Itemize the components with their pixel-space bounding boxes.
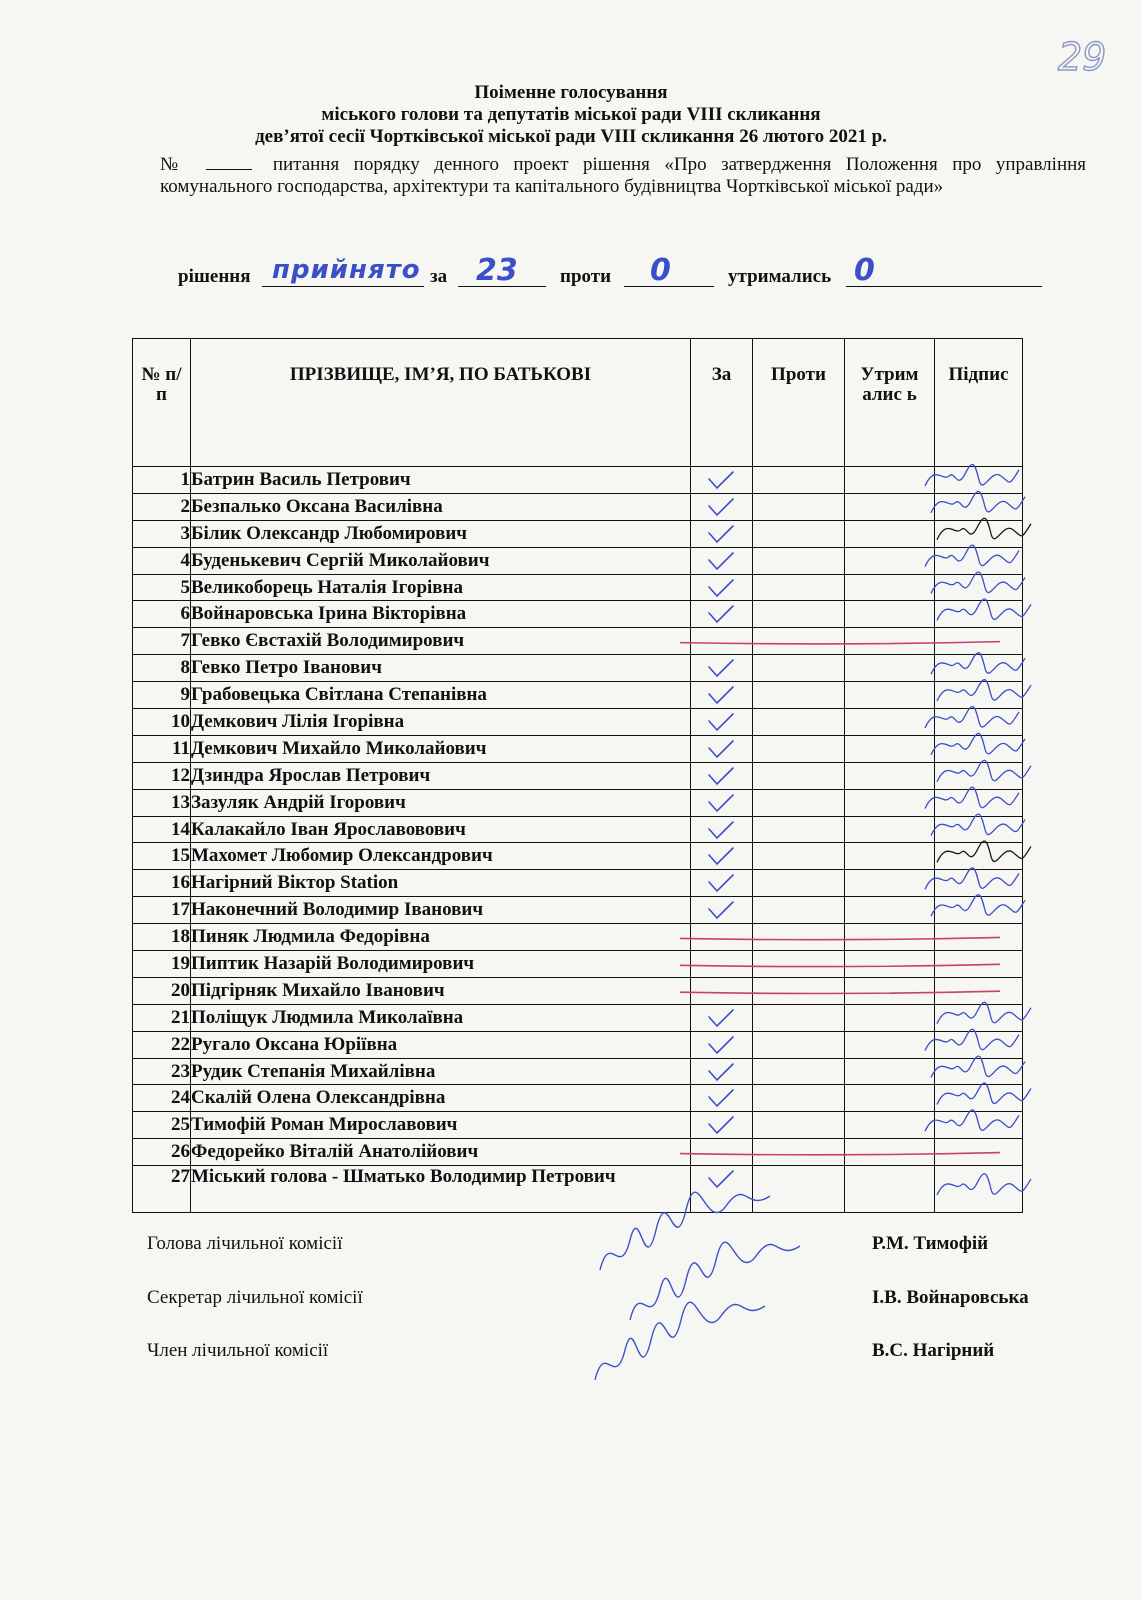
header-abstained: Утрималис ь [845,339,935,467]
table-row [133,601,1023,628]
row-number: 1 [133,467,191,494]
table-row [133,951,1023,978]
row-number: 10 [133,709,191,736]
vote-abstained-cell [845,493,935,520]
row-number: 12 [133,762,191,789]
vote-for-cell [691,789,753,816]
vote-against-cell [753,735,845,762]
row-number: 18 [133,924,191,951]
checkmark-icon [706,900,736,922]
member-name: Безпалько Оксана Василівна [191,493,691,520]
member-name: Демкович Михайло Миколайович [191,735,691,762]
document-title: Поіменне голосування [474,82,668,103]
commission-signature [630,1242,800,1320]
row-number: 5 [133,574,191,601]
table-row [133,1139,1023,1166]
row-number: 9 [133,682,191,709]
row-number: 25 [133,1112,191,1139]
vote-abstained-cell [845,1031,935,1058]
commission-role: Голова лічильної комісії [147,1233,343,1254]
table-row [133,897,1023,924]
table-row [133,1058,1023,1085]
signature-cell [935,655,1023,682]
vote-abstained-cell [845,816,935,843]
abstained-handwritten-value [848,248,898,288]
vote-abstained-cell [845,574,935,601]
member-name: Батрин Василь Петрович [191,467,691,494]
checkmark-icon [706,604,736,626]
member-name: Наконечний Володимир Іванович [191,897,691,924]
signature-cell [935,1004,1023,1031]
vote-against-cell [753,601,845,628]
vote-against-cell [753,1139,845,1166]
signature-cell [935,574,1023,601]
vote-against-cell [753,1004,845,1031]
row-number: 21 [133,1004,191,1031]
vote-against-cell [753,1112,845,1139]
vote-against-cell [753,574,845,601]
member-name: Дзиндра Ярослав Петрович [191,762,691,789]
svg-text:0: 0 [650,253,671,288]
signature-cell [935,977,1023,1004]
row-number: 20 [133,977,191,1004]
vote-abstained-cell [845,1166,935,1213]
vote-for-cell [691,951,753,978]
decision-label: рішення [178,266,251,287]
vote-abstained-cell [845,1085,935,1112]
checkmark-icon [706,793,736,815]
signature-cell [935,951,1023,978]
row-number: 11 [133,735,191,762]
signature-cell [935,682,1023,709]
commission-role: Член лічильної комісії [147,1340,329,1361]
header-name: ПРІЗВИЩЕ, ІМ’Я, ПО БАТЬКОВІ [191,339,691,467]
signature-cell [935,762,1023,789]
row-number: 19 [133,951,191,978]
member-name: Пиптик Назарій Володимирович [191,951,691,978]
vote-for-cell [691,843,753,870]
member-name: Буденькевич Сергій Миколайович [191,547,691,574]
member-name: Білик Олександр Любомирович [191,520,691,547]
handwritten-page-number [1056,32,1116,82]
member-name: Гевко Петро Іванович [191,655,691,682]
vote-against-cell [753,493,845,520]
checkmark-icon [706,1035,736,1057]
checkmark-icon [706,658,736,680]
member-name: Демкович Лілія Ігорівна [191,709,691,736]
checkmark-icon [706,551,736,573]
table-row [133,816,1023,843]
checkmark-icon [706,524,736,546]
checkmark-icon [706,1062,736,1084]
vote-against-cell [753,520,845,547]
vote-against-cell [753,547,845,574]
row-number: 14 [133,816,191,843]
row-number: 16 [133,870,191,897]
checkmark-icon [706,873,736,895]
member-name: Махомет Любомир Олександрович [191,843,691,870]
svg-text:29: 29 [1058,35,1107,79]
against-handwritten-value [644,248,694,288]
vote-abstained-cell [845,789,935,816]
vote-against-cell [753,682,845,709]
vote-against-cell [753,977,845,1004]
signature-cell [935,601,1023,628]
vote-abstained-cell [845,655,935,682]
checkmark-icon [706,712,736,734]
svg-text:прийнято: прийнято [272,255,421,285]
table-row [133,682,1023,709]
for-handwritten-value [470,248,540,288]
table-row [133,870,1023,897]
vote-abstained-cell [845,977,935,1004]
row-number: 4 [133,547,191,574]
signature-cell [935,1058,1023,1085]
commission-signature [595,1302,765,1380]
table-row [133,977,1023,1004]
table-row [133,574,1023,601]
vote-for-cell [691,1139,753,1166]
vote-against-cell [753,628,845,655]
vote-against-cell [753,467,845,494]
vote-for-cell [691,1058,753,1085]
checkmark-icon [706,846,736,868]
signature-cell [935,1139,1023,1166]
member-name: Ругало Оксана Юріївна [191,1031,691,1058]
signature-cell [935,493,1023,520]
vote-result-line [178,253,1078,292]
vote-abstained-cell [845,735,935,762]
vote-abstained-cell [845,762,935,789]
row-number: 15 [133,843,191,870]
vote-against-cell [753,1085,845,1112]
vote-for-cell [691,897,753,924]
vote-for-cell [691,520,753,547]
signature-cell [935,816,1023,843]
vote-against-cell [753,897,845,924]
signature-cell [935,1085,1023,1112]
table-row [133,762,1023,789]
header-signature: Підпис [935,339,1023,467]
against-label: проти [560,266,612,287]
table-row [133,1004,1023,1031]
row-number: 8 [133,655,191,682]
vote-for-cell [691,816,753,843]
checkmark-icon [706,739,736,761]
signature-cell [935,520,1023,547]
vote-for-cell [691,1004,753,1031]
vote-abstained-cell [845,1112,935,1139]
member-name: Міський голова - Шматько Володимир Петрович [191,1166,691,1213]
row-number: 22 [133,1031,191,1058]
vote-for-cell [691,1085,753,1112]
svg-text:23: 23 [476,253,518,288]
signature-cell [935,924,1023,951]
row-number: 13 [133,789,191,816]
signature-cell [935,789,1023,816]
header-against: Проти [753,339,845,467]
vote-for-cell [691,628,753,655]
checkmark-icon [706,470,736,492]
header-for: За [691,339,753,467]
vote-for-cell [691,547,753,574]
signature-cell [935,547,1023,574]
vote-abstained-cell [845,924,935,951]
checkmark-icon [706,820,736,842]
table-row [133,1085,1023,1112]
commission-person: Р.М. Тимофій [872,1233,989,1254]
member-name: Федорейко Віталій Анатолійович [191,1139,691,1166]
vote-for-cell [691,493,753,520]
vote-against-cell [753,1031,845,1058]
vote-against-cell [753,789,845,816]
vote-abstained-cell [845,547,935,574]
signature-cell [935,735,1023,762]
member-name: Поліщук Людмила Миколаївна [191,1004,691,1031]
checkmark-icon [706,1115,736,1137]
checkmark-icon [706,1088,736,1110]
member-name: Войнаровська Ірина Вікторівна [191,601,691,628]
member-name: Гевко Євстахій Володимирович [191,628,691,655]
agenda-number-label: № [160,154,188,175]
document-subtitle-session: дев’ятої сесії Чортківської міської ради VIII скликання 26 лютого 2021 р. [255,126,887,147]
vote-for-cell [691,735,753,762]
table-row [133,467,1023,494]
vote-abstained-cell [845,709,935,736]
vote-abstained-cell [845,1139,935,1166]
signature-cell [935,709,1023,736]
document-header [0,82,1142,148]
commission-person: І.В. Войнаровська [872,1287,1029,1308]
table-row [133,655,1023,682]
vote-against-cell [753,1166,845,1213]
agenda-number-blank [206,155,252,170]
agenda-text: питання порядку денного проект рішення «Про затвердження Положення про управління комунального господарства, архітектури та капітального будівництва Чортківської міської ради» [160,154,1087,197]
for-label: за [430,266,448,287]
signature-cell [935,1031,1023,1058]
signature-cell [935,467,1023,494]
checkmark-icon [706,1169,736,1191]
row-number: 17 [133,897,191,924]
vote-against-cell [753,924,845,951]
table-row [133,1031,1023,1058]
commission-person: В.С. Нагірний [872,1340,995,1361]
document-subtitle-deputies: міського голови та депутатів міської ради VIII скликання [321,104,821,125]
checkmark-icon [706,497,736,519]
vote-abstained-cell [845,1004,935,1031]
vote-abstained-cell [845,870,935,897]
row-number: 7 [133,628,191,655]
table-header-row [133,339,1023,467]
table-row [133,735,1023,762]
table-row [133,1166,1023,1213]
vote-for-cell [691,870,753,897]
signature-cell [935,870,1023,897]
vote-abstained-cell [845,1058,935,1085]
vote-for-cell [691,601,753,628]
vote-for-cell [691,574,753,601]
vote-against-cell [753,1058,845,1085]
member-name: Великоборець Наталія Ігорівна [191,574,691,601]
row-number: 24 [133,1085,191,1112]
table-row [133,843,1023,870]
signature-cell [935,1112,1023,1139]
vote-against-cell [753,843,845,870]
table-row [133,789,1023,816]
checkmark-icon [706,766,736,788]
vote-for-cell [691,977,753,1004]
table-row [133,547,1023,574]
vote-abstained-cell [845,601,935,628]
member-name: Рудик Степанія Михайлівна [191,1058,691,1085]
vote-abstained-cell [845,843,935,870]
member-name: Нагірний Віктор Station [191,870,691,897]
checkmark-icon [706,1008,736,1030]
vote-abstained-cell [845,520,935,547]
vote-against-cell [753,951,845,978]
vote-against-cell [753,816,845,843]
decision-handwritten-value [268,250,428,292]
table-row [133,628,1023,655]
member-name: Підгірняк Михайло Іванович [191,977,691,1004]
vote-abstained-cell [845,628,935,655]
vote-for-cell [691,1112,753,1139]
table-row [133,1112,1023,1139]
vote-against-cell [753,870,845,897]
row-number: 3 [133,520,191,547]
vote-for-cell [691,467,753,494]
signature-cell [935,897,1023,924]
vote-for-cell [691,682,753,709]
vote-for-cell [691,924,753,951]
vote-for-cell [691,709,753,736]
row-number: 6 [133,601,191,628]
table-row [133,924,1023,951]
checkmark-icon [706,578,736,600]
member-name: Тимофій Роман Мирославович [191,1112,691,1139]
vote-against-cell [753,655,845,682]
vote-abstained-cell [845,951,935,978]
member-name: Пиняк Людмила Федорівна [191,924,691,951]
row-number: 26 [133,1139,191,1166]
vote-against-cell [753,762,845,789]
signature-cell [935,843,1023,870]
vote-abstained-cell [845,682,935,709]
member-name: Скалій Олена Олександрівна [191,1085,691,1112]
commission-role: Секретар лічильної комісії [147,1287,363,1308]
agenda-item [160,154,1086,198]
signature-cell [935,628,1023,655]
vote-for-cell [691,1166,753,1213]
roll-call-table [132,338,1023,1213]
vote-for-cell [691,762,753,789]
member-name: Калакайло Іван Ярославовович [191,816,691,843]
vote-against-cell [753,709,845,736]
svg-text:0: 0 [854,253,875,288]
signature-cell [935,1166,1023,1213]
row-number: 23 [133,1058,191,1085]
vote-abstained-cell [845,897,935,924]
table-row [133,709,1023,736]
member-name: Грабовецька Світлана Степанівна [191,682,691,709]
row-number: 27 [133,1166,191,1213]
header-number: № п/п [133,339,191,467]
vote-for-cell [691,655,753,682]
member-name: Зазуляк Андрій Ігорович [191,789,691,816]
checkmark-icon [706,685,736,707]
row-number: 2 [133,493,191,520]
table-row [133,493,1023,520]
vote-abstained-cell [845,467,935,494]
abstained-label: утримались [728,266,832,287]
table-row [133,520,1023,547]
vote-for-cell [691,1031,753,1058]
